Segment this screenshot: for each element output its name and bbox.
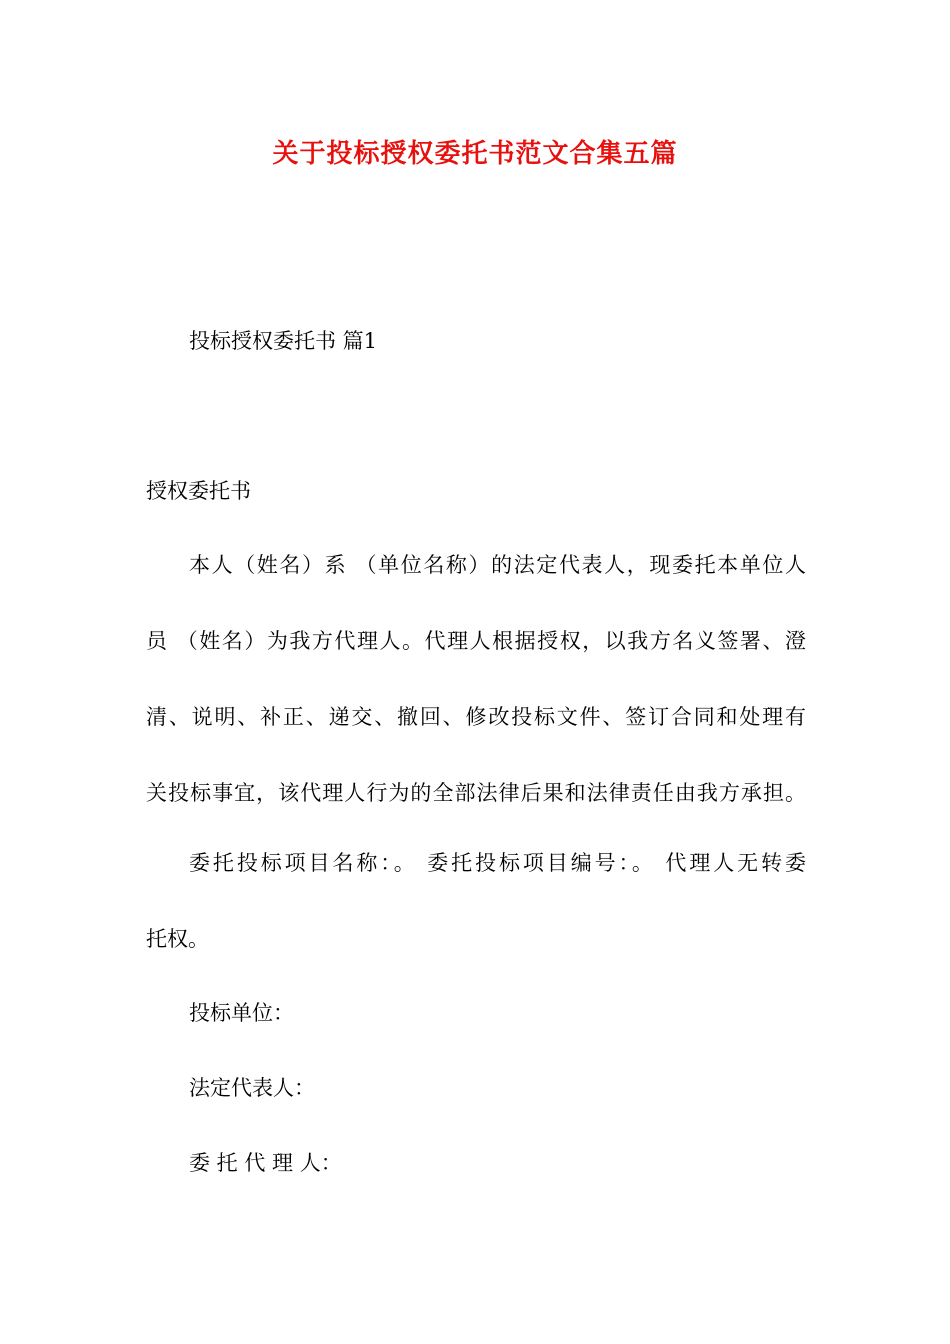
section-heading: 投标授权委托书 篇1 [189,329,378,353]
agent-label: 委 托 代 理 人： [189,1151,342,1175]
doc-heading: 授权委托书 [146,479,251,503]
project-paragraph [146,848,806,1000]
paragraph-line: 员 （姓名）为我方代理人。代理人根据授权，以我方名义签署、澄 [146,629,806,653]
bidder-label: 投标单位： [189,1001,294,1025]
authorization-paragraph [146,550,806,854]
paragraph-line: 托权。 [146,927,209,951]
paragraph-line: 清、说明、补正、递交、撤回、修改投标文件、签订合同和处理有 [146,705,806,729]
legal-representative-label: 法定代表人： [189,1076,315,1100]
paragraph-line: 关投标事宜，该代理人行为的全部法律后果和法律责任由我方承担。 [146,781,806,805]
paragraph-line: 本人（姓名）系 （单位名称）的法定代表人，现委托本单位人 [189,553,806,577]
paragraph-line: 委托投标项目名称：。 委托投标项目编号：。 代理人无转委 [189,851,806,875]
document-title: 关于投标授权委托书范文合集五篇 [272,139,678,169]
